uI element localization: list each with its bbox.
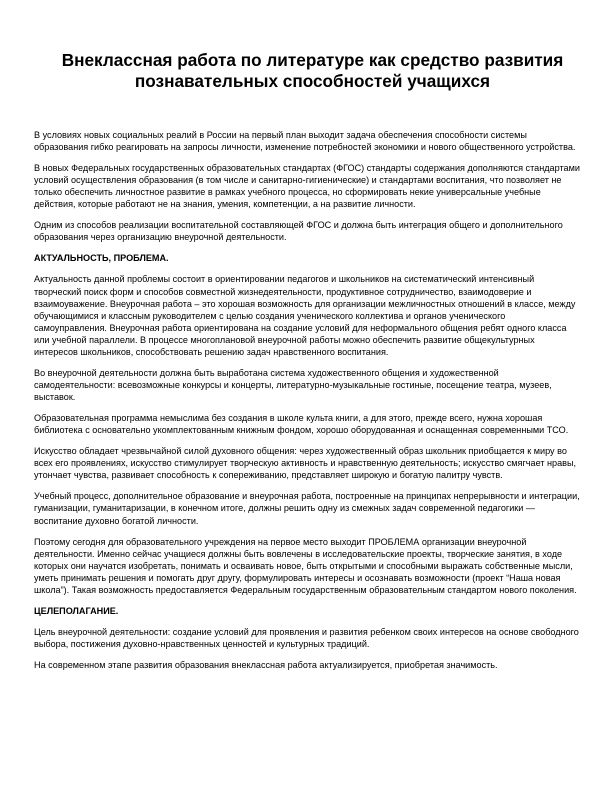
paragraph: Искусство обладает чрезвычайной силой духовного общения: через художественный образ школьник приобщается к миру во всех его проявлениях, искусство стимулирует творческую активность и нравственную деятельность; искусство смягчает нравы, утончает чувства, развивает способность к сопереживанию, представляет широкую и богатую палитру чувств.	[34, 446, 577, 481]
document-title: Внеклассная работа по литературе как средство развития познавательных способностей учащихся	[61, 50, 564, 91]
section-heading-goal-setting: ЦЕЛЕПОЛАГАНИЕ.	[34, 605, 119, 616]
paragraph: Учебный процесс, дополнительное образование и внеурочная работа, построенные на принципах непрерывности и интеграции, гуманизации, гуманитаризации, в конечном итоге, должны решить одну из смежных задач современной педагогики — воспитание духовно богатой личности.	[34, 491, 580, 526]
paragraph: Актуальность данной проблемы состоит в ориентировании педагогов и школьников на систематический интенсивный творческий поиск форм и способов совместной жизнедеятельности, продуктивное сотрудничество, взаимодоверие и взаимоуважение. Внеурочная работа – это хорошая возможность для организации межличностных отношений в классе, между обучающимися и классным руководителем с целью создания ученического коллектива и органов ученического самоуправления. Внеурочная работа ориентирована на создание условий для неформального общения ребят одного класса или учебной параллели. В процессе многоплановой внеурочной работы можно обеспечить развитие общекультурных интересов школьников, способствовать решению задач нравственного воспитания.	[34, 274, 576, 357]
paragraph: Образовательная программа немыслима без создания в школе культа книги, а для этого, прежде всего, нужна хорошая библиотека с основательно укомплектованным книжным фондом, хорошо оборудованная и оснащенная современными ТСО.	[34, 413, 569, 436]
paragraph: Поэтому сегодня для образовательного учреждения на первое место выходит ПРОБЛЕМА организации внеурочной деятельности. Именно сейчас учащиеся должны быть вовлечены в исследовательские проекты, творческие занятия, в ходе которых они научатся изобретать, понимать и осваивать новое, быть открытыми и способными выражать собственные мысли, уметь принимать решения и помогать друг другу, формулировать интересы и осознавать возможности (проект “Наша новая школа”). Такая возможность предоставляется Федеральным государственным образовательным стандартом нового поколения.	[34, 536, 577, 595]
paragraph: На современном этапе развития образования внеклассная работа актуализируется, приобретая значимость.	[34, 659, 498, 670]
section-heading-relevance: АКТУАЛЬНОСТЬ, ПРОБЛЕМА.	[34, 253, 169, 264]
paragraph: Цель внеурочной деятельности: создание условий для проявления и развития ребенком своих интересов на основе свободного выбора, постижения духовно-нравственных ценностей и культурных традиций.	[34, 626, 579, 649]
document-body	[34, 129, 580, 680]
paragraph: В новых Федеральных государственных образовательных стандартах (ФГОС) стандарты содержания дополняются стандартами условий осуществления образования (в том числе и санитарно-гигиенические) и стандартами воспитания, что позволяет не только обеспечить личностное развитие в рамках учебного процесса, но сформировать некие универсальные учебные действия, которые работают не на знания, умения, компетенции, а на развитие личности.	[34, 163, 580, 210]
paragraph: В условиях новых социальных реалий в России на первый план выходит задача обеспечения способности системы образования гибко реагировать на запросы личности, изменение потребностей экономики и нового общественного устройства.	[34, 130, 576, 153]
paragraph: Во внеурочной деятельности должна быть выработана система художественного общения и художественной самодеятельности: всевозможные конкурсы и концерты, литературно-музыкальные гостиные, посещение театра, музеев, выставок.	[34, 367, 552, 403]
paragraph: Одним из способов реализации воспитательной составляющей ФГОС и должна быть интеграция общего и дополнительного образования через организацию внеурочной деятельности.	[34, 220, 563, 243]
